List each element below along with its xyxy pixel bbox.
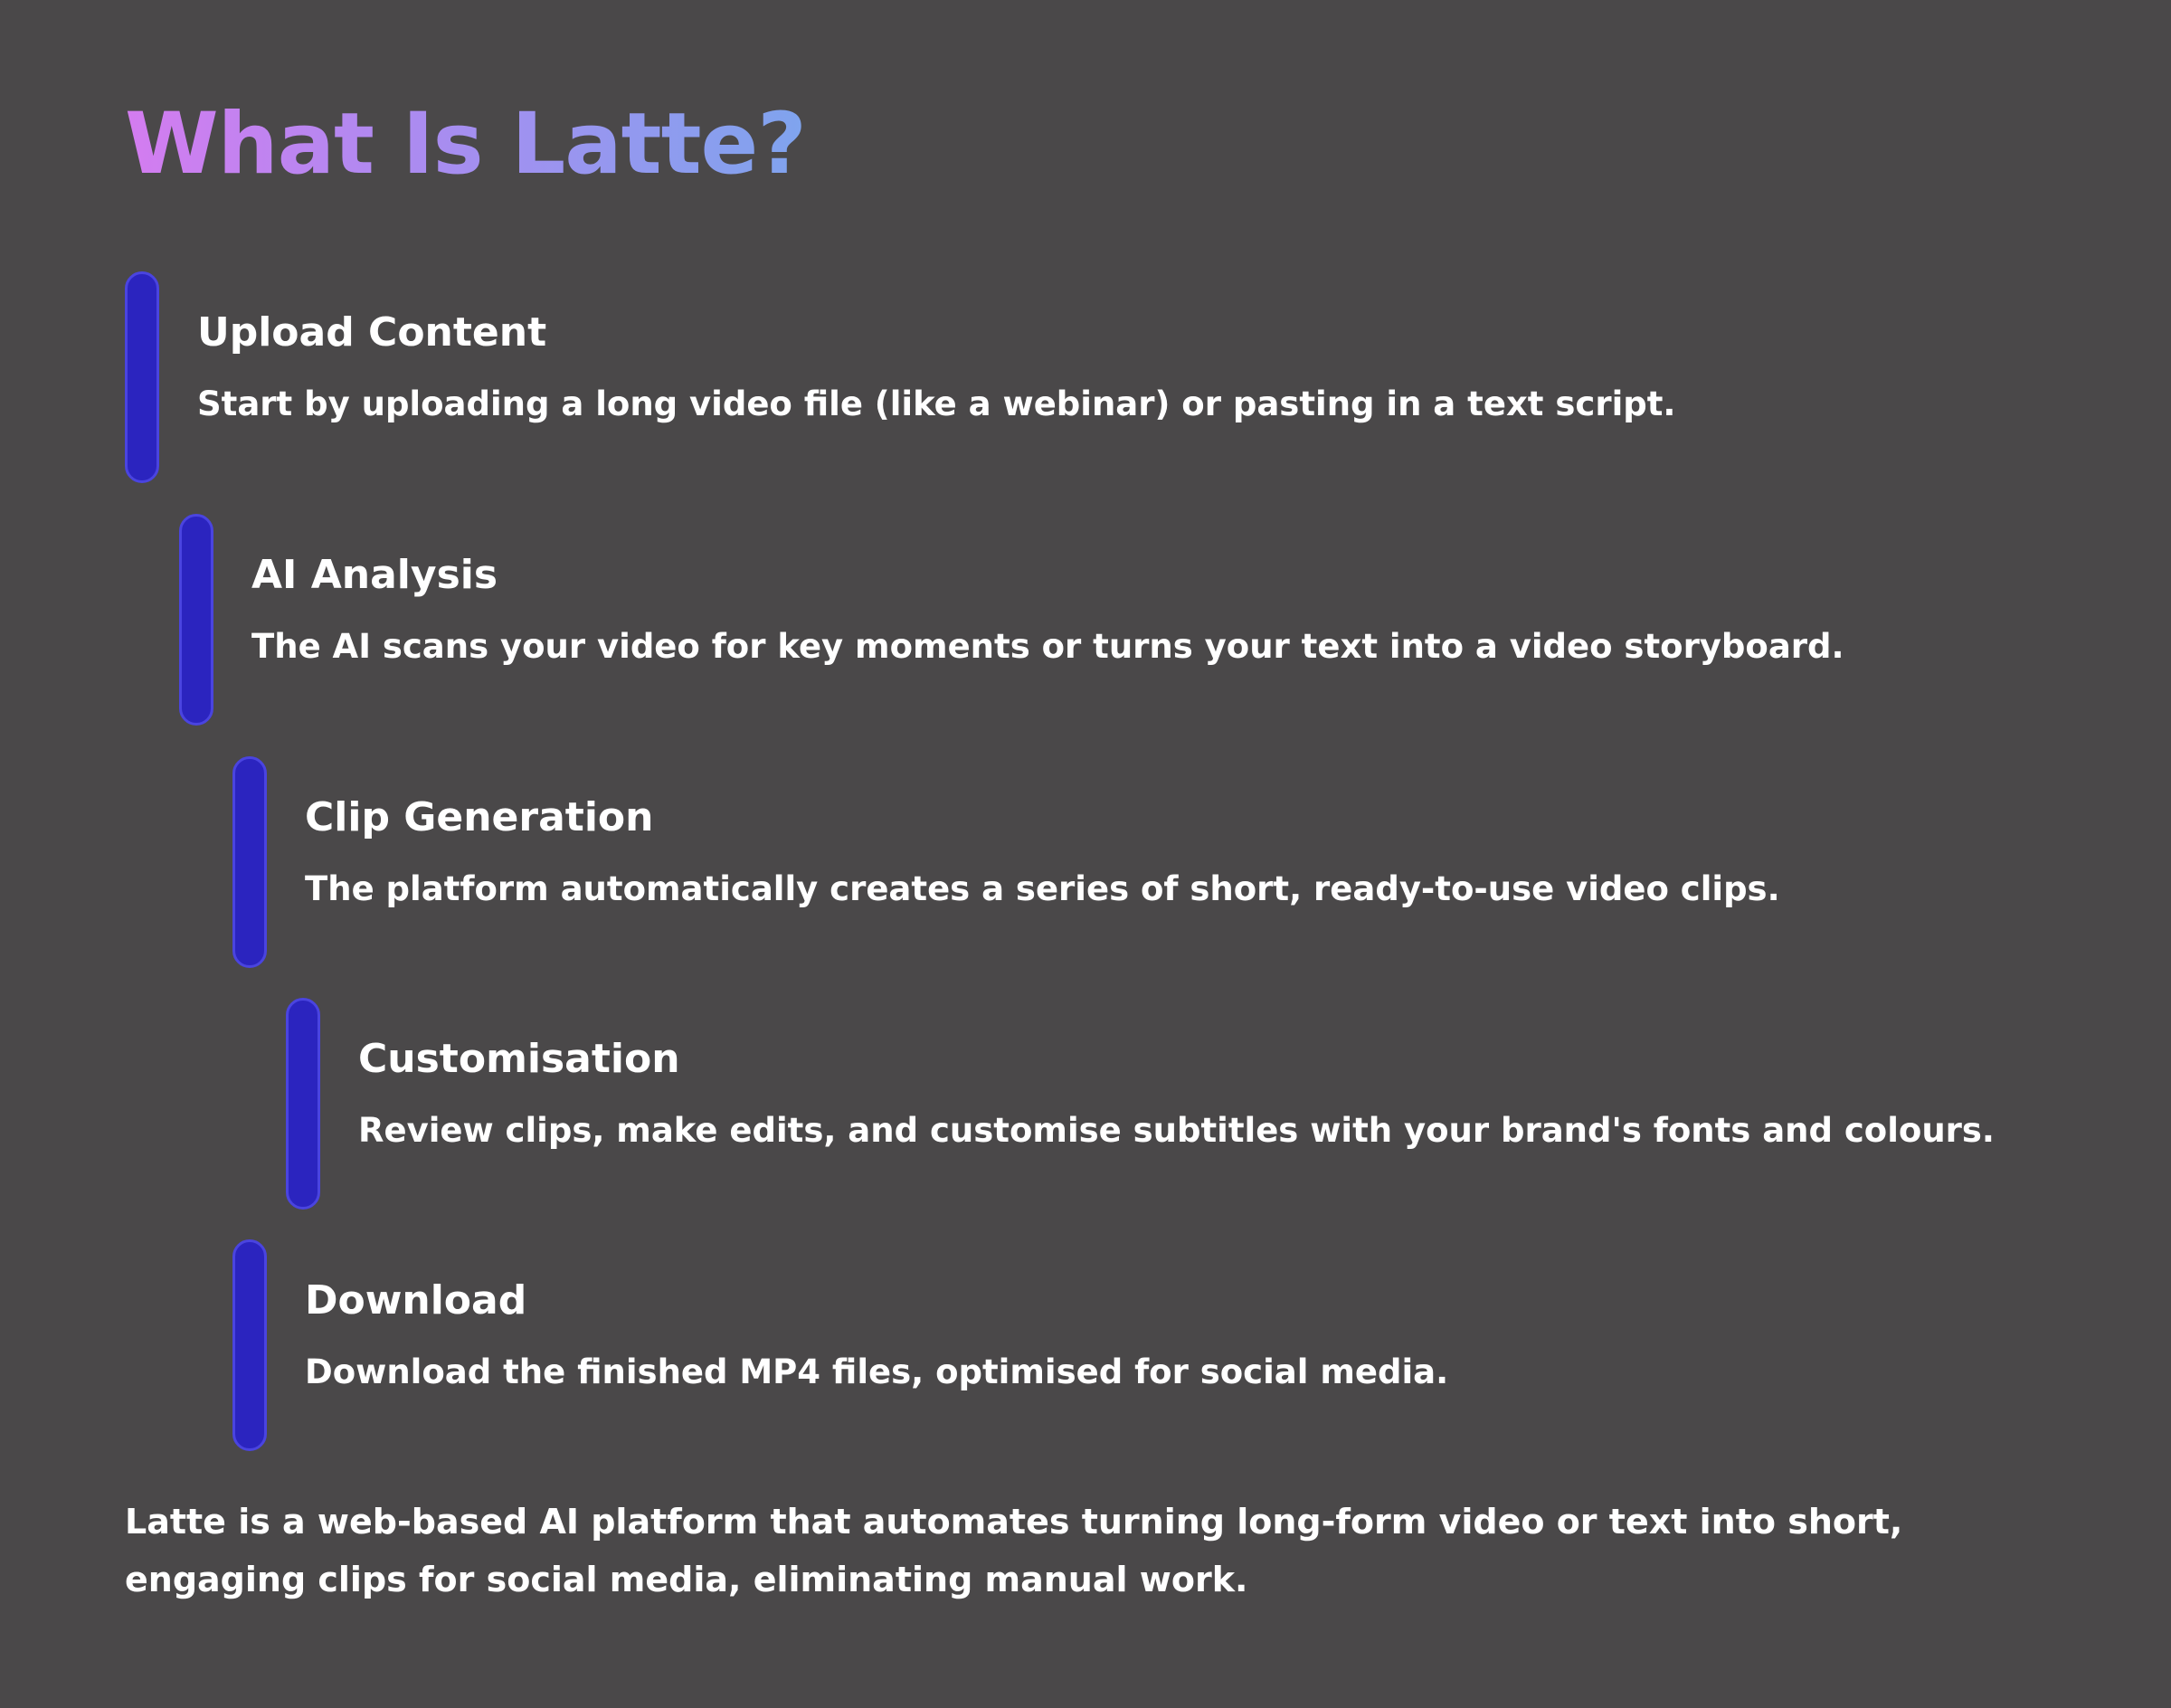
step-bar — [179, 514, 213, 726]
summary-text: Latte is a web-based AI platform that automates turning long-form video or text into short, engaging clips for social media, eliminating manual work. — [125, 1502, 1903, 1599]
step-heading: Clip Generation — [305, 794, 654, 840]
step-description: Start by uploading a long video file (like a webinar) or pasting in a text script. — [197, 384, 1676, 423]
step-bar — [232, 1239, 267, 1451]
step-description: Download the finished MP4 files, optimised for social media. — [305, 1352, 1449, 1391]
step-heading: Download — [305, 1277, 527, 1324]
step-description: The platform automatically creates a series of short, ready-to-use video clips. — [305, 869, 1780, 908]
step-description: The AI scans your video for key moments or turns your text into a video storyboard. — [251, 627, 1844, 666]
step-heading: Customisation — [358, 1036, 680, 1082]
step-heading: Upload Content — [197, 309, 547, 356]
step-heading: AI Analysis — [251, 552, 498, 598]
step-bar — [286, 998, 320, 1210]
step-bar — [125, 271, 159, 483]
step-description: Review clips, make edits, and customise subtitles with your brand's fonts and colours. — [358, 1111, 1995, 1150]
page-title: What Is Latte? — [125, 95, 806, 194]
step-bar — [232, 756, 267, 968]
